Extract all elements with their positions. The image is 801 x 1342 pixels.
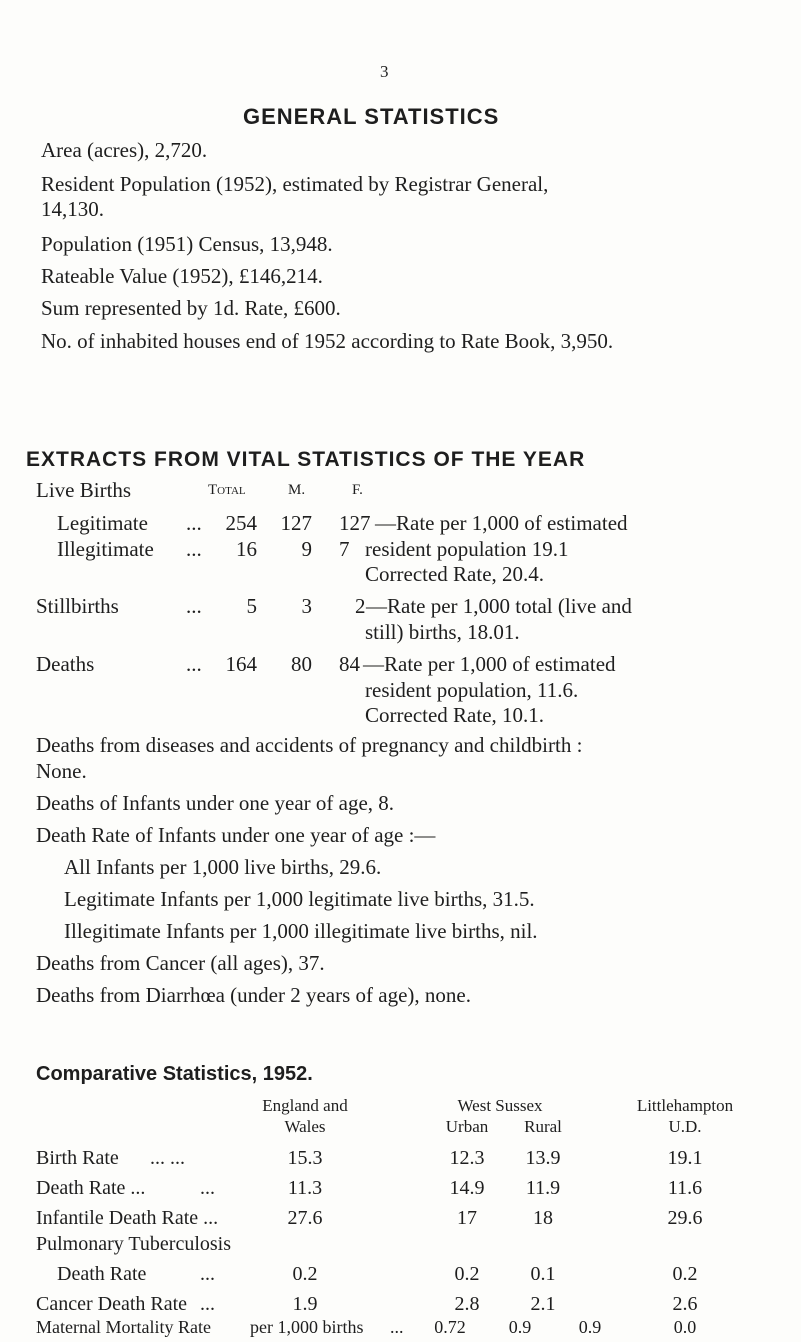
rateable-value-line: Rateable Value (1952), £146,214. — [41, 264, 323, 288]
stillbirths-male: 3 — [301, 594, 312, 618]
male-column-header: M. — [288, 482, 306, 498]
table-cell-rural: 18 — [533, 1207, 553, 1229]
general-statistics-title: GENERAL STATISTICS — [243, 104, 500, 129]
stillbirths-label: Stillbirths — [36, 594, 119, 618]
table-row-label: Cancer Death Rate — [36, 1293, 188, 1315]
resident-population-value: 14,130. — [41, 197, 104, 221]
table-cell-rural: 13.9 — [525, 1147, 561, 1169]
illegitimate-male: 9 — [301, 537, 312, 561]
maternal-per-births-label: per 1,000 births — [250, 1317, 364, 1337]
illegitimate-infants-line: Illegitimate Infants per 1,000 illegitimate live births, nil. — [64, 919, 538, 943]
total-column-header: Total — [208, 482, 246, 498]
corrected-death-rate: Corrected Rate, 10.1. — [365, 703, 545, 727]
illegitimate-label: Illegitimate — [57, 537, 154, 561]
maternal-urban: 0.9 — [508, 1317, 532, 1337]
table-cell-urban: 17 — [457, 1207, 477, 1229]
deaths-female: 84 — [339, 652, 360, 676]
england-wales-header-1: England and — [262, 1096, 348, 1115]
resident-population-line: Resident Population (1952), estimated by Registrar General, — [41, 172, 549, 196]
page-number: 3 — [380, 62, 389, 81]
table-cell-england-wales: 15.3 — [287, 1147, 323, 1169]
diarrhoea-deaths-line: Deaths from Diarrhœa (under 2 years of age), none. — [36, 983, 471, 1007]
west-sussex-header: West Sussex — [457, 1096, 543, 1115]
table-cell-rural: 0.1 — [530, 1263, 556, 1285]
table-row-label: Death Rate ... — [36, 1177, 146, 1199]
illegitimate-note: resident population 19.1 — [365, 537, 569, 561]
deaths-total: 164 — [225, 652, 257, 676]
maternal-rural: 0.9 — [578, 1317, 602, 1337]
table-cell-littlehampton: 29.6 — [667, 1207, 703, 1229]
table-row-dots: ... — [200, 1177, 215, 1199]
table-row-label: Birth Rate — [36, 1147, 119, 1169]
maternal-littlehampton: 0.0 — [673, 1317, 697, 1337]
legitimate-total: 254 — [225, 511, 257, 535]
table-cell-littlehampton: 19.1 — [667, 1147, 703, 1169]
penny-rate-line: Sum represented by 1d. Rate, £600. — [41, 296, 341, 320]
pregnancy-deaths-value: None. — [36, 759, 87, 783]
table-cell-littlehampton: 2.6 — [672, 1293, 698, 1315]
rural-header: Rural — [524, 1117, 562, 1136]
table-cell-england-wales: 27.6 — [287, 1207, 323, 1229]
table-cell-rural: 2.1 — [530, 1293, 556, 1315]
death-rate-resident: resident population, 11.6. — [365, 678, 579, 702]
comparative-statistics-title: Comparative Statistics, 1952. — [36, 1063, 313, 1085]
urban-header: Urban — [445, 1117, 489, 1136]
corrected-birth-rate: Corrected Rate, 20.4. — [365, 562, 545, 586]
stillbirth-rate: still) births, 18.01. — [365, 620, 520, 644]
littlehampton-header-1: Littlehampton — [636, 1096, 734, 1115]
cancer-deaths-line: Deaths from Cancer (all ages), 37. — [36, 951, 325, 975]
table-row-dots: ... — [200, 1263, 215, 1285]
inhabited-houses-line: No. of inhabited houses end of 1952 according to Rate Book, 3,950. — [41, 329, 614, 353]
table-cell-england-wales: 1.9 — [292, 1293, 318, 1315]
table-cell-urban: 2.8 — [454, 1293, 480, 1315]
deaths-label: Deaths — [36, 652, 95, 676]
infant-deaths-line: Deaths of Infants under one year of age, 8. — [36, 791, 395, 815]
table-cell-littlehampton: 0.2 — [672, 1263, 698, 1285]
area-line: Area (acres), 2,720. — [41, 138, 208, 162]
legitimate-infants-line: Legitimate Infants per 1,000 legitimate live births, 31.5. — [64, 887, 535, 911]
deaths-dots: ... — [186, 652, 202, 676]
table-cell-england-wales: 11.3 — [287, 1177, 323, 1199]
all-infants-line: All Infants per 1,000 live births, 29.6. — [64, 855, 382, 879]
stillbirths-note: —Rate per 1,000 total (live and — [366, 594, 632, 618]
infant-rate-heading: Death Rate of Infants under one year of age :— — [36, 823, 436, 847]
census-line: Population (1951) Census, 13,948. — [41, 232, 333, 256]
table-cell-urban: 12.3 — [449, 1147, 485, 1169]
table-cell-england-wales: 0.2 — [292, 1263, 318, 1285]
pregnancy-deaths-line: Deaths from diseases and accidents of pregnancy and childbirth : — [36, 733, 583, 757]
table-cell-urban: 14.9 — [449, 1177, 485, 1199]
table-row-label: Pulmonary Tuberculosis — [36, 1233, 232, 1255]
maternal-england-wales: 0.72 — [434, 1317, 466, 1337]
deaths-note: —Rate per 1,000 of estimated — [363, 652, 616, 676]
england-wales-header-2: Wales — [284, 1117, 326, 1136]
table-row-dots: ... ... — [150, 1147, 185, 1169]
illegitimate-female: 7 — [339, 537, 350, 561]
table-cell-rural: 11.9 — [525, 1177, 561, 1199]
legitimate-dots: ... — [186, 511, 202, 535]
table-cell-littlehampton: 11.6 — [667, 1177, 703, 1199]
stillbirths-dots: ... — [186, 594, 202, 618]
maternal-dots: ... — [390, 1317, 404, 1337]
legitimate-male: 127 — [280, 511, 312, 535]
table-row-label: Death Rate — [57, 1263, 147, 1285]
vital-statistics-title: EXTRACTS FROM VITAL STATISTICS OF THE YEAR — [26, 448, 586, 471]
table-row-label: Infantile Death Rate ... — [36, 1207, 219, 1229]
deaths-male: 80 — [291, 652, 312, 676]
female-column-header: F. — [352, 482, 363, 498]
legitimate-label: Legitimate — [57, 511, 148, 535]
illegitimate-dots: ... — [186, 537, 202, 561]
maternal-mortality-label: Maternal Mortality Rate — [36, 1317, 211, 1337]
illegitimate-total: 16 — [236, 537, 257, 561]
stillbirths-total: 5 — [246, 594, 257, 618]
live-births-heading: Live Births — [36, 478, 132, 502]
legitimate-female: 127 — [339, 511, 371, 535]
stillbirths-female: 2 — [355, 594, 366, 618]
littlehampton-header-2: U.D. — [668, 1117, 702, 1136]
legitimate-note: —Rate per 1,000 of estimated — [375, 511, 628, 535]
table-row-dots: ... — [200, 1293, 215, 1315]
table-cell-urban: 0.2 — [454, 1263, 480, 1285]
